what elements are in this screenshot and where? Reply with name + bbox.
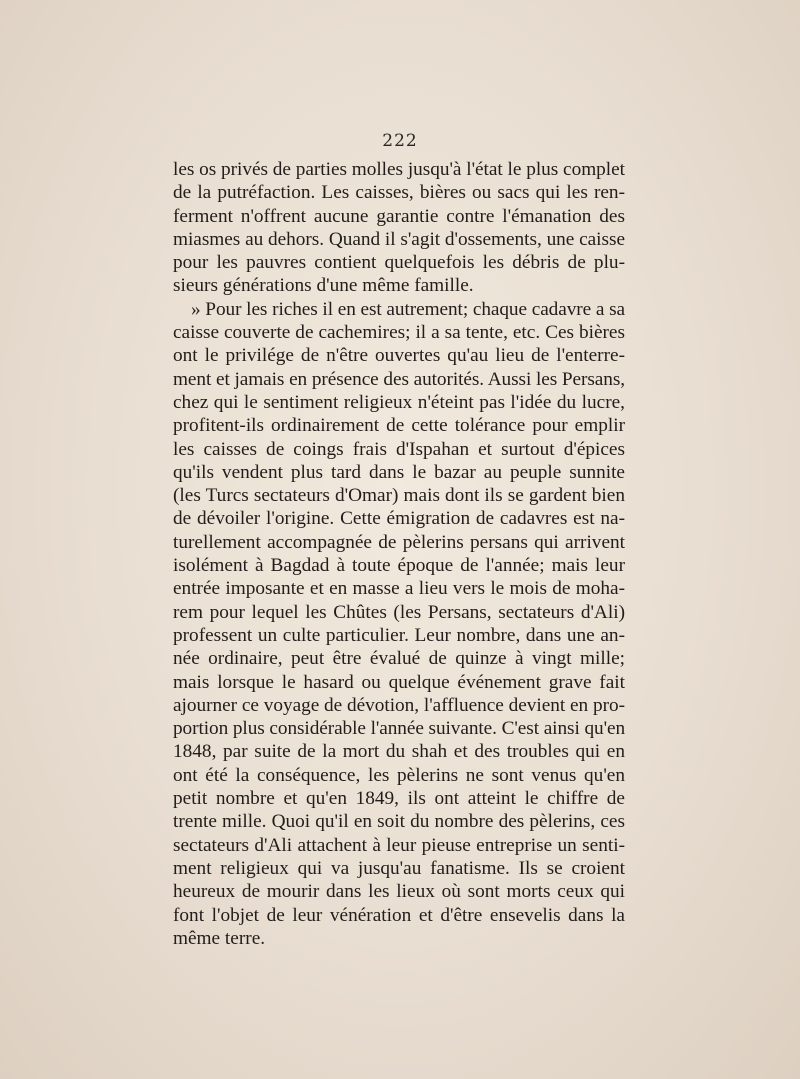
text-line: 1848, par suite de la mort du shah et des troubles qui en xyxy=(173,741,625,763)
text-line: font l'objet de leur vénération et d'être ensevelis dans la xyxy=(173,904,625,926)
text-line: ajourner ce voyage de dévotion, l'affluence devient en pro- xyxy=(173,694,625,716)
text-line: profitent-ils ordinairement de cette tolérance pour emplir xyxy=(173,415,625,437)
body-text xyxy=(173,158,625,950)
text-line: les caisses de coings frais d'Ispahan et surtout d'épices xyxy=(173,438,625,460)
text-line: entrée imposante et en masse a lieu vers le mois de moha- xyxy=(173,578,625,600)
text-line: heureux de mourir dans les lieux où sont morts ceux qui xyxy=(173,881,625,903)
text-line: caisse couverte de cachemires; il a sa tente, etc. Ces bières xyxy=(173,322,625,344)
text-line: portion plus considérable l'année suivante. C'est ainsi qu'en xyxy=(173,718,625,740)
text-line: les os privés de parties molles jusqu'à l'état le plus complet xyxy=(173,159,625,180)
text-line: chez qui le sentiment religieux n'éteint pas l'idée du lucre, xyxy=(173,391,625,413)
text-line: sectateurs d'Ali attachent à leur pieuse entreprise un senti- xyxy=(173,834,625,856)
text-line: ment religieux qui va jusqu'au fanatisme. Ils se croient xyxy=(173,857,625,879)
paragraph-end-line: sieurs générations d'une même famille. xyxy=(173,275,474,297)
text-line: ferment n'offrent aucune garantie contre l'émanation des xyxy=(173,205,625,227)
text-line: trente mille. Quoi qu'il en soit du nombre des pèlerins, ces xyxy=(173,811,625,833)
text-line: de la putréfaction. Les caisses, bières ou sacs qui les ren- xyxy=(173,182,625,204)
text-line: petit nombre et qu'en 1849, ils ont atteint le chiffre de xyxy=(173,788,625,810)
text-line: ment et jamais en présence des autorités. Aussi les Persans, xyxy=(173,368,625,390)
text-line: ont été la conséquence, les pèlerins ne sont venus qu'en xyxy=(173,764,625,786)
text-line: ont le privilége de n'être ouvertes qu'au lieu de l'enterre- xyxy=(173,345,625,367)
text-line: née ordinaire, peut être évalué de quinze à vingt mille; xyxy=(173,648,625,670)
page-number: 222 xyxy=(382,131,418,151)
text-line: rem pour lequel les Chûtes (les Persans, sectateurs d'Ali) xyxy=(173,601,625,623)
text-line: turellement accompagnée de pèlerins persans qui arrivent xyxy=(173,531,625,553)
text-line: miasmes au dehors. Quand il s'agit d'ossements, une caisse xyxy=(173,228,625,250)
text-line: qu'ils vendent plus tard dans le bazar au peuple sunnite xyxy=(173,461,625,483)
text-line: professent un culte particulier. Leur nombre, dans une an- xyxy=(173,624,625,646)
text-line: (les Turcs sectateurs d'Omar) mais dont ils se gardent bien xyxy=(173,485,625,507)
text-line: isolément à Bagdad à toute époque de l'année; mais leur xyxy=(173,555,625,577)
paragraph-end-line: même terre. xyxy=(173,927,266,949)
text-line: mais lorsque le hasard ou quelque événement grave fait xyxy=(173,671,625,693)
text-line: de dévoiler l'origine. Cette émigration de cadavres est na- xyxy=(173,508,625,530)
paragraph-start-line: » Pour les riches il en est autrement; chaque cadavre a sa xyxy=(191,298,625,320)
text-line: pour les pauvres contient quelquefois les débris de plu- xyxy=(173,252,625,274)
